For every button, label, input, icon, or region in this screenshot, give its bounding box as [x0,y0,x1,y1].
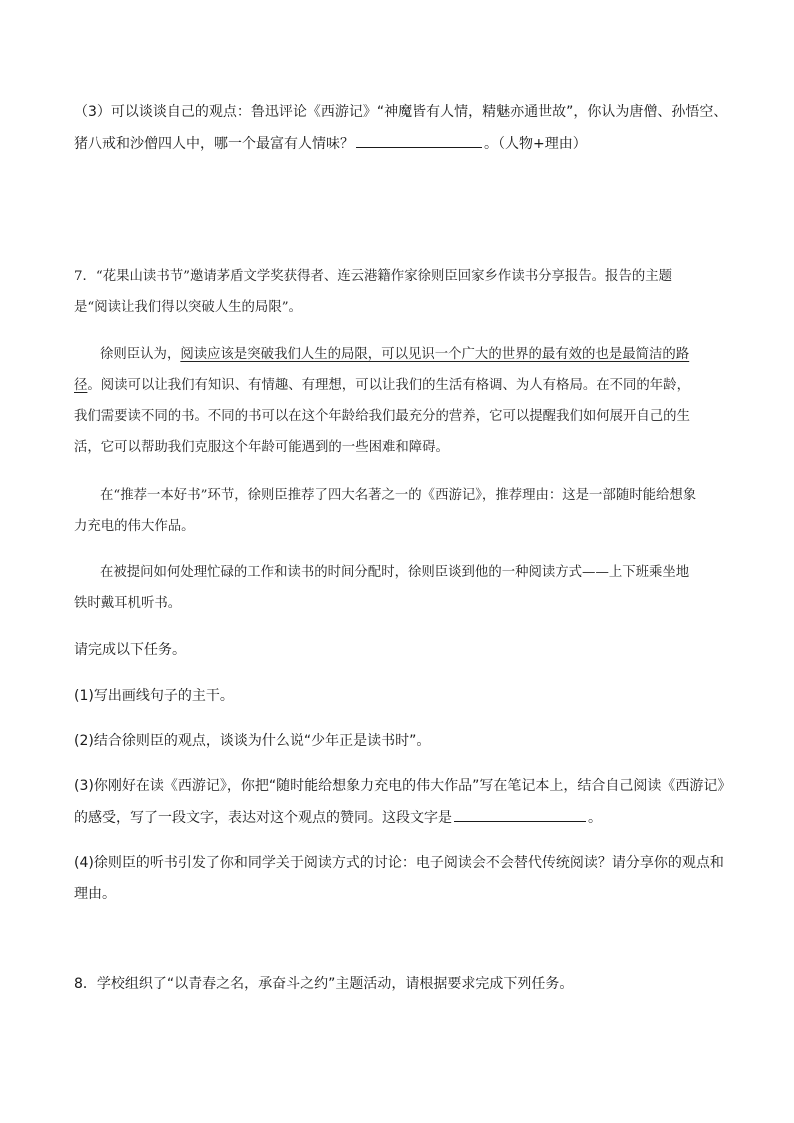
p1-continued: 。阅读可以让我们有知识、有情趣、有理想，可以让我们的生活有格调、为人有格局。在不同的年龄， [87,378,690,393]
q7-intro-line2 [74,298,302,318]
q6-part3-question: 猪八戒和沙僧四人中，哪一个最富有人情味？ [74,136,354,152]
q7-intro-theme: 是“阅读让我们得以突破人生的局限”。 [74,300,302,315]
q6-part3-line1 [74,102,727,122]
task-2-text: (2)结合徐则臣的观点，谈谈为什么说“少年正是读书时”。 [74,733,431,749]
q6-part3-line2 [74,133,587,154]
p1-text-4: 活，它可以帮助我们克服这个年龄可能遇到的一些困难和障碍。 [74,440,449,455]
q7-p3-line1 [100,563,689,583]
p1-text-3: 我们需要读不同的书。不同的书可以在这个年龄给我们最充分的营养，它可以提醒我们如何展开自己的生 [74,409,690,424]
q8-line [74,974,573,994]
q6-part3-text: （3）可以谈谈自己的观点：鲁迅评论《西游记》“神魔皆有人情，精魅亦通世故”，你认为唐僧、孙悟空、 [74,104,728,120]
q7-p2-line2 [74,517,195,537]
q6-part3-hint: 。（人物+理由） [484,136,587,152]
p2-text-2: 力充电的伟大作品。 [74,519,195,534]
task-3-line1 [74,776,731,796]
answer-blank[interactable] [356,133,482,148]
p2-text-1: 在“推荐一本好书”环节，徐则臣推荐了四大名著之一的《西游记》，推荐理由：这是一部随时能给想象 [100,488,697,503]
task-3-end: 。 [588,810,602,826]
q7-p2-line1 [100,486,696,506]
q7-p1-line1 [100,345,689,365]
q7-intro-text: 7．“花果山读书节”邀请茅盾文学奖获得者、连云港籍作家徐则臣回家乡作读书分享报告。报告的主题 [74,269,673,284]
underlined-sentence: 阅读应该是突破我们人生的局限，可以见识一个广大的世界的最有效的也是最简洁的路 [180,347,690,362]
q8-text: 8．学校组织了“以青春之名，承奋斗之约”主题活动，请根据要求完成下列任务。 [74,976,574,992]
task-3-text-2: 的感受，写了一段文字，表达对这个观点的赞同。这段文字是 [74,810,452,826]
underlined-sentence-end: 径 [74,378,88,393]
task-heading [74,640,186,660]
task-2 [74,731,430,751]
p3-text-2: 铁时戴耳机听书。 [74,596,182,611]
q7-p3-line2 [74,594,181,614]
q7-p1-line4 [74,438,449,458]
q7-intro-line1 [74,267,672,287]
q7-p1-line2 [74,376,690,396]
task-4-text-2: 理由。 [74,886,116,902]
task-1 [74,686,234,706]
answer-blank[interactable] [454,807,586,822]
task-3-line2 [74,807,602,828]
task-4-line1 [74,853,724,873]
p1-lead: 徐则臣认为， [100,347,181,362]
task-1-text: (1)写出画线句子的主干。 [74,688,234,704]
task-4-line2 [74,884,116,904]
task-heading-text: 请完成以下任务。 [74,642,186,658]
q7-p1-line3 [74,407,690,427]
task-3-text: (3)你刚好在读《西游记》，你把“随时能给想象力充电的伟大作品”写在笔记本上，结合自己阅读《西游记》 [74,778,732,794]
task-4-text: (4)徐则臣的听书引发了你和同学关于阅读方式的讨论：电子阅读会不会替代传统阅读？请分享你的观点和 [74,855,724,871]
p3-text-1: 在被提问如何处理忙碌的工作和读书的时间分配时，徐则臣谈到他的一种阅读方式——上下班乘坐地 [100,565,690,580]
